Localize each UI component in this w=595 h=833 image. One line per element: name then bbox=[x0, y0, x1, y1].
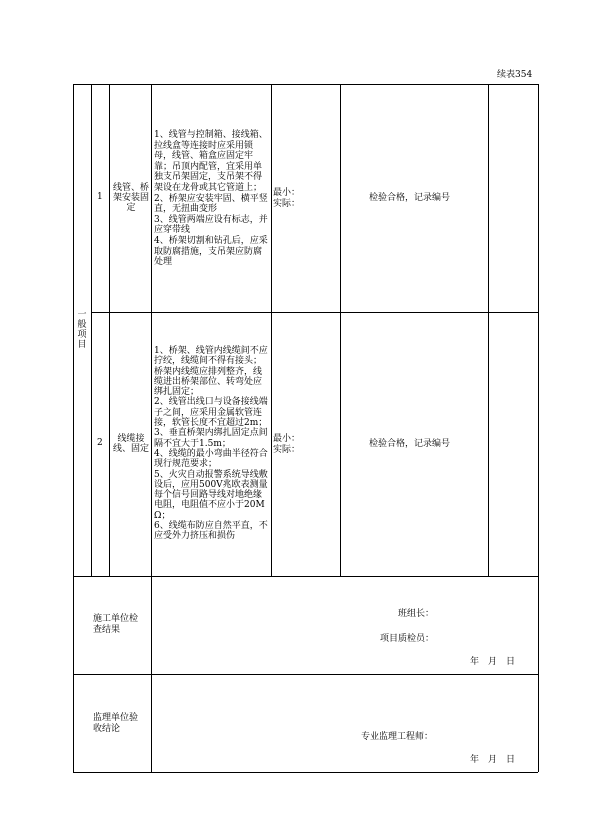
construction-label: 施工单位检查结果 bbox=[93, 614, 139, 635]
continuation-label: 续表354 bbox=[497, 70, 533, 80]
result-text: 检验合格，记录编号 bbox=[369, 193, 451, 203]
engineer-label: 专业监理工程师： bbox=[361, 732, 434, 742]
date-label: 年 月 日 bbox=[470, 657, 516, 667]
actual-label: 实际： bbox=[273, 445, 301, 455]
item-name: 线缆接线、固定 bbox=[112, 434, 149, 454]
date-label: 年 月 日 bbox=[470, 755, 516, 765]
min-label: 最小： bbox=[273, 434, 301, 444]
section-label: 一般项目 bbox=[77, 310, 87, 350]
min-label: 最小： bbox=[273, 188, 301, 198]
result-text: 检验合格，记录编号 bbox=[369, 439, 451, 449]
row-number: 2 bbox=[97, 438, 103, 448]
item-requirement: 1、桥架、线管内线缆间不应拧绞，线缆间不得有接头；桥架内线缆应排列整齐，线缆进出桥架部位、转弯处应绑扎固定； 2、线管出线口与设备接线端子之间，应采用金属软管连接，软管长度不宜超过2m； 3、垂直桥架内绑扎固定点间隔不宜大于1.5m； 4、线缆的最小弯曲半径符合现行规范要求； 5、火灾自动报警系统导线敷设后，应用500V兆欧表测量每个信号回路导线对地绝缘电阻，电阻值不应小于20MΩ； 6、线缆布防应自然平直，不应受外力挤压和损伤 bbox=[154, 346, 268, 542]
item-name: 线管、桥架安装固定 bbox=[112, 183, 149, 213]
supervision-label: 监理单位验收结论 bbox=[93, 713, 139, 734]
team-leader-label: 班组长： bbox=[398, 609, 435, 619]
row-number: 1 bbox=[97, 192, 103, 202]
actual-label: 实际： bbox=[273, 199, 301, 209]
qc-inspector-label: 项目质检员： bbox=[380, 634, 435, 644]
item-requirement: 1、线管与控制箱、接线箱、拉线盒等连接时应采用锁母，线管、箱盒应固定牢靠；吊顶内配管，宜采用单独支吊架固定，支吊架不得架设在龙骨或其它管道上； 2、桥架应安装牢固、横平竖直，无扭曲变形 3、线管两端应设有标志，并应穿带线 4、桥架切割和钻孔后，应采取防腐措施，支吊架应防腐处理 bbox=[154, 130, 268, 268]
